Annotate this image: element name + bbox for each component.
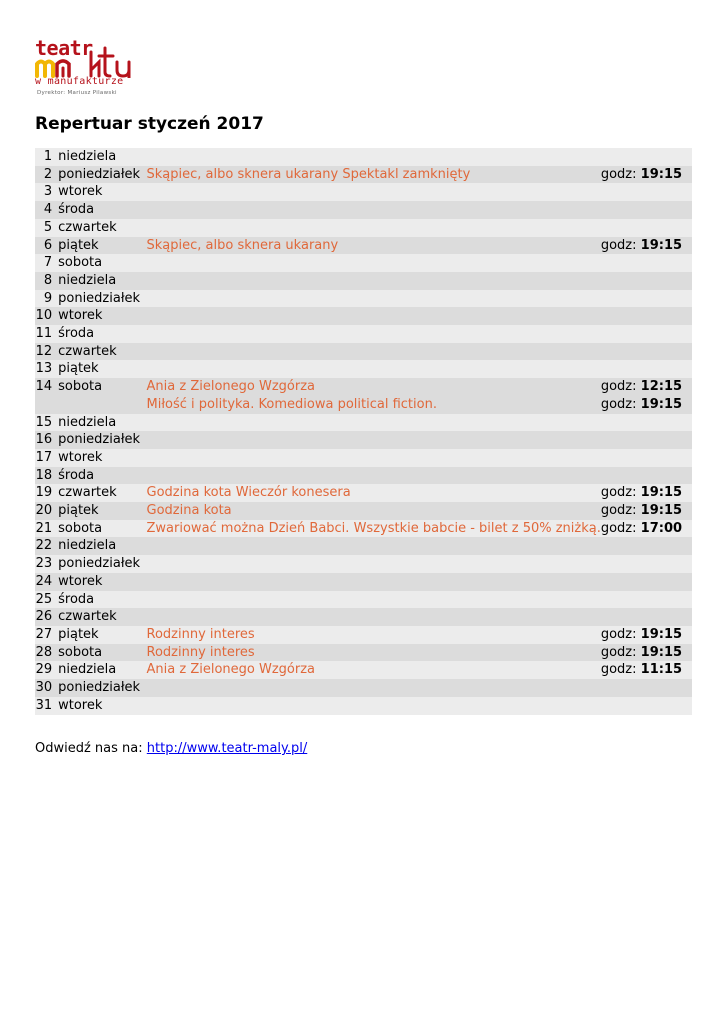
schedule-row <box>35 661 692 679</box>
schedule-row <box>35 254 692 272</box>
event-time <box>601 644 684 662</box>
events-cell <box>147 591 601 609</box>
time-prefix: godz: <box>600 237 637 253</box>
schedule-row <box>35 378 692 413</box>
weekday: sobota <box>58 255 103 271</box>
time-value: 19:15 <box>640 485 683 501</box>
events-cell <box>147 290 601 308</box>
schedule-row <box>35 520 692 538</box>
events-cell <box>147 325 601 343</box>
time-prefix: godz: <box>600 379 637 395</box>
day-number: 30 <box>35 680 53 696</box>
times-cell <box>601 520 692 538</box>
events-cell <box>147 537 601 555</box>
schedule-row <box>35 573 692 591</box>
time-prefix: godz: <box>600 626 637 642</box>
times-cell <box>601 414 692 432</box>
time-value: 19:15 <box>640 626 683 642</box>
schedule-row <box>35 183 692 201</box>
weekday: piątek <box>58 626 99 642</box>
weekday: piątek <box>58 361 99 377</box>
day-number: 19 <box>35 485 53 501</box>
day-number: 17 <box>35 449 53 465</box>
time-value: 19:15 <box>640 644 683 660</box>
weekday: sobota <box>58 520 103 536</box>
event-time <box>601 378 684 396</box>
schedule-row <box>35 166 692 184</box>
events-cell <box>147 661 601 679</box>
day-number: 28 <box>35 644 53 660</box>
times-cell <box>601 237 692 255</box>
weekday: poniedziałek <box>58 432 141 448</box>
day-number: 13 <box>35 361 53 377</box>
events-cell <box>147 502 601 520</box>
weekday: wtorek <box>58 573 103 589</box>
event-time <box>601 626 684 644</box>
schedule-row <box>35 467 692 485</box>
events-cell <box>147 414 601 432</box>
day-number: 15 <box>35 414 53 430</box>
events-cell <box>147 679 601 697</box>
times-cell <box>601 360 692 378</box>
events-cell <box>147 626 601 644</box>
schedule-row <box>35 484 692 502</box>
time-prefix: godz: <box>600 396 637 412</box>
day-number: 26 <box>35 609 53 625</box>
event-title[interactable]: Ania z Zielonego Wzgórza <box>146 662 315 678</box>
weekday: środa <box>58 326 95 342</box>
events-cell <box>147 343 601 361</box>
schedule-row <box>35 626 692 644</box>
schedule-row <box>35 148 692 166</box>
events-cell <box>147 608 601 626</box>
weekday: sobota <box>58 644 103 660</box>
day-number: 7 <box>43 255 53 271</box>
schedule-row <box>35 307 692 325</box>
event-time <box>601 502 684 520</box>
schedule-row <box>35 697 692 715</box>
schedule-row <box>35 343 692 361</box>
times-cell <box>601 502 692 520</box>
times-cell <box>601 626 692 644</box>
schedule-row <box>35 237 692 255</box>
day-number: 18 <box>35 467 53 483</box>
schedule-row <box>35 449 692 467</box>
times-cell <box>601 679 692 697</box>
times-cell <box>601 290 692 308</box>
repertoire-table-body <box>35 148 692 715</box>
day-number: 8 <box>43 272 53 288</box>
weekday: czwartek <box>58 485 117 501</box>
logo-director: Dyrektor: Mariusz Pilawski <box>37 90 117 96</box>
times-cell <box>601 537 692 555</box>
event-time <box>601 661 684 679</box>
times-cell <box>601 431 692 449</box>
weekday: niedziela <box>58 149 117 164</box>
times-cell <box>601 272 692 290</box>
weekday: sobota <box>58 379 103 395</box>
day-number: 9 <box>43 290 53 306</box>
times-cell <box>601 219 692 237</box>
events-cell <box>147 449 601 467</box>
events-cell <box>147 520 601 538</box>
event-title[interactable]: Skąpiec, albo sknera ukarany Spektakl zamknięty <box>146 166 471 182</box>
times-cell <box>601 343 692 361</box>
day-number: 5 <box>43 219 53 235</box>
footer-label: Odwiedź nas na: <box>35 741 143 756</box>
times-cell <box>601 573 692 591</box>
schedule-row <box>35 537 692 555</box>
event-time <box>601 484 684 502</box>
time-prefix: godz: <box>600 485 637 501</box>
theatre-logo <box>35 38 153 100</box>
time-prefix: godz: <box>600 520 637 536</box>
day-number: 22 <box>35 538 53 554</box>
event-title[interactable]: Rodzinny interes <box>146 626 255 642</box>
schedule-row <box>35 644 692 662</box>
day-number: 14 <box>35 379 53 395</box>
events-cell <box>147 555 601 573</box>
schedule-row <box>35 608 692 626</box>
schedule-row <box>35 679 692 697</box>
time-value: 11:15 <box>640 662 683 678</box>
event-time <box>601 237 684 255</box>
weekday: wtorek <box>58 449 103 465</box>
schedule-row <box>35 555 692 573</box>
day-number: 20 <box>35 503 53 519</box>
events-cell <box>147 378 601 413</box>
times-cell <box>601 378 692 413</box>
time-value: 17:00 <box>640 520 683 536</box>
schedule-row <box>35 431 692 449</box>
events-cell <box>147 484 601 502</box>
time-value: 12:15 <box>640 379 683 395</box>
events-cell <box>147 237 601 255</box>
events-cell <box>147 644 601 662</box>
weekday: niedziela <box>58 414 117 430</box>
day-number: 11 <box>35 326 53 342</box>
day-number: 31 <box>35 697 53 713</box>
schedule-row <box>35 201 692 219</box>
weekday: środa <box>58 591 95 607</box>
event-title[interactable]: Miłość i polityka. Komediowa political fiction. <box>146 396 437 412</box>
weekday: wtorek <box>58 184 103 200</box>
events-cell <box>147 360 601 378</box>
times-cell <box>601 307 692 325</box>
event-title[interactable]: Godzina kota Wieczór konesera <box>146 485 351 501</box>
schedule-row <box>35 219 692 237</box>
event-time <box>601 396 684 414</box>
day-number: 1 <box>43 149 53 164</box>
page-title: Repertuar styczeń 2017 <box>35 114 264 134</box>
event-time <box>601 166 684 184</box>
day-number: 12 <box>35 343 53 359</box>
weekday: czwartek <box>58 609 117 625</box>
day-number: 27 <box>35 626 53 642</box>
logo-graphic-maly <box>35 42 153 78</box>
day-number: 16 <box>35 432 53 448</box>
time-prefix: godz: <box>600 503 637 519</box>
events-cell <box>147 697 601 715</box>
day-number: 2 <box>43 166 53 182</box>
event-title[interactable]: Rodzinny interes <box>146 644 255 660</box>
times-cell <box>601 555 692 573</box>
times-cell <box>601 148 692 166</box>
day-number: 21 <box>35 520 53 536</box>
day-number: 29 <box>35 662 53 678</box>
weekday: poniedziałek <box>58 556 141 572</box>
schedule-row <box>35 360 692 378</box>
weekday: poniedziałek <box>58 166 141 182</box>
weekday: piątek <box>58 503 99 519</box>
times-cell <box>601 697 692 715</box>
times-cell <box>601 591 692 609</box>
events-cell <box>147 272 601 290</box>
weekday: piątek <box>58 237 99 253</box>
schedule-row <box>35 502 692 520</box>
event-time <box>601 520 684 538</box>
day-number: 24 <box>35 573 53 589</box>
events-cell <box>147 467 601 485</box>
events-cell <box>147 201 601 219</box>
times-cell <box>601 325 692 343</box>
events-cell <box>147 431 601 449</box>
events-cell <box>147 307 601 325</box>
day-number: 25 <box>35 591 53 607</box>
events-cell <box>147 254 601 272</box>
event-title[interactable]: Godzina kota <box>146 503 232 519</box>
events-cell <box>147 183 601 201</box>
weekday: środa <box>58 202 95 218</box>
event-title[interactable]: Skąpiec, albo sknera ukarany <box>146 237 339 253</box>
day-number: 23 <box>35 556 53 572</box>
events-cell <box>147 148 601 166</box>
day-number: 10 <box>35 308 53 324</box>
times-cell <box>601 467 692 485</box>
events-cell <box>147 219 601 237</box>
times-cell <box>601 254 692 272</box>
schedule-row <box>35 272 692 290</box>
logo-word-teatr: teatr <box>35 36 93 60</box>
time-prefix: godz: <box>600 662 637 678</box>
times-cell <box>601 608 692 626</box>
times-cell <box>601 644 692 662</box>
day-number: 3 <box>43 184 53 200</box>
time-prefix: godz: <box>600 644 637 660</box>
time-prefix: godz: <box>600 166 637 182</box>
weekday: wtorek <box>58 697 103 713</box>
logo-subtitle: w manufakturze <box>35 76 124 87</box>
times-cell <box>601 449 692 467</box>
times-cell <box>601 201 692 219</box>
times-cell <box>601 166 692 184</box>
events-cell <box>147 166 601 184</box>
weekday: niedziela <box>58 272 117 288</box>
time-value: 19:15 <box>640 237 683 253</box>
repertoire-table <box>35 148 692 715</box>
weekday: poniedziałek <box>58 290 141 306</box>
event-title[interactable]: Ania z Zielonego Wzgórza <box>146 379 315 395</box>
day-number: 4 <box>43 202 53 218</box>
weekday: niedziela <box>58 538 117 554</box>
time-value: 19:15 <box>640 166 683 182</box>
schedule-row <box>35 591 692 609</box>
schedule-row <box>35 325 692 343</box>
times-cell <box>601 484 692 502</box>
weekday: środa <box>58 467 95 483</box>
weekday: czwartek <box>58 343 117 359</box>
times-cell <box>601 661 692 679</box>
footer <box>35 740 307 758</box>
weekday: wtorek <box>58 308 103 324</box>
day-number: 6 <box>43 237 53 253</box>
time-value: 19:15 <box>640 396 683 412</box>
event-title[interactable]: Zwariować można Dzień Babci. Wszystkie babcie - bilet z 50% zniżką. <box>146 520 601 536</box>
schedule-row <box>35 290 692 308</box>
time-value: 19:15 <box>640 503 683 519</box>
weekday: czwartek <box>58 219 117 235</box>
weekday: niedziela <box>58 662 117 678</box>
schedule-row <box>35 414 692 432</box>
website-link[interactable]: http://www.teatr-maly.pl/ <box>146 741 308 756</box>
times-cell <box>601 183 692 201</box>
weekday: poniedziałek <box>58 680 141 696</box>
events-cell <box>147 573 601 591</box>
